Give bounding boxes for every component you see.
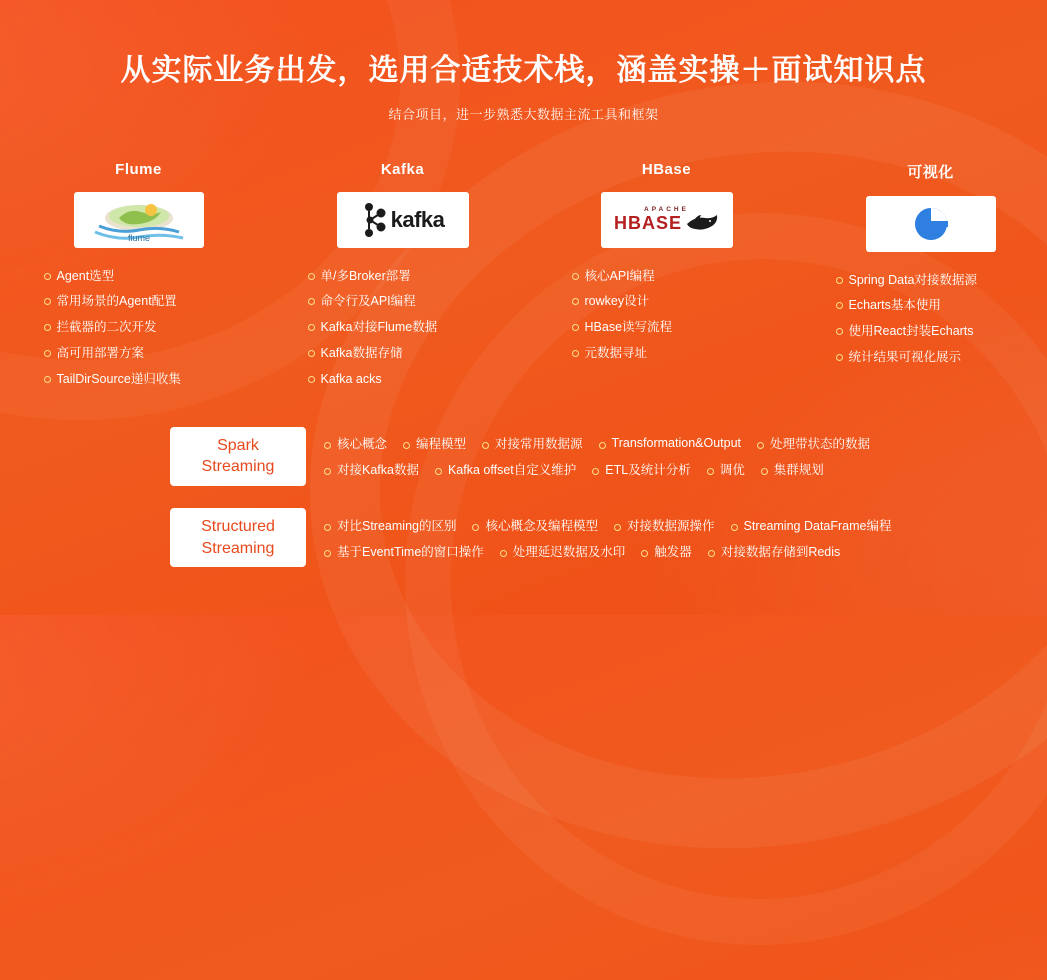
visualization-items [832,272,1030,367]
bullet-dot-icon [836,354,843,361]
structured-streaming-label [170,508,306,567]
list-item [707,460,745,478]
bullet-dot-icon [324,442,331,449]
list-item-label: TailDirSource递归收集 [56,372,181,386]
hbase-apache-label: APACHE [644,205,689,213]
topic-columns [0,161,1047,397]
hbase-wordmark: HBASE [613,213,682,234]
flume-logo [79,196,199,244]
list-item [836,272,1030,289]
hbase-logo-box [601,192,733,248]
bullet-dot-icon [44,350,51,357]
list-item-label: HBase读写流程 [584,320,673,335]
flume-logo-box [74,192,204,248]
list-item [308,319,502,336]
list-item-label: 拦截器的二次开发 [56,320,157,335]
label-line-2: Streaming [201,458,275,476]
bullet-dot-icon [324,550,331,557]
list-item-label: 高可用部署方案 [56,346,145,361]
bullet-dot-icon [308,376,315,383]
list-item [308,371,502,388]
bullet-dot-icon [599,442,606,449]
list-item-label: Spring Data对接数据源 [848,272,978,287]
list-item-label: Kafka offset自定义维护 [447,463,577,478]
column-title: HBase [641,160,692,178]
row-structured-streaming [170,508,1047,567]
list-item [641,542,692,560]
column-flume [40,161,238,397]
list-item [324,460,419,478]
pie-chart-icon [911,204,951,244]
column-title: 可视化 [907,163,954,181]
list-item-label: 集群规划 [773,463,824,478]
bullet-dot-icon [308,324,315,331]
bullet-dot-icon [308,350,315,357]
flume-items [40,268,238,388]
list-item-label: ETL及统计分析 [605,463,691,478]
bullet-dot-icon [572,273,579,280]
list-item [324,542,484,560]
bullet-dot-icon [572,324,579,331]
list-item-label: 核心概念及编程模型 [485,518,598,533]
list-item [572,268,766,285]
bullet-dot-icon [44,324,51,331]
list-item [599,436,741,450]
list-item-label: Kafka对接Flume数据 [320,320,438,335]
bullet-dot-icon [44,298,51,305]
page-title: 从实际业务出发，选用合适技术栈，涵盖实操＋面试知识点 [120,54,927,87]
label-line-2: Streaming [201,539,275,557]
bullet-dot-icon [731,524,738,531]
row-line [324,542,907,560]
kafka-logo-box [337,192,469,248]
kafka-items [304,268,502,388]
hbase-logo [614,207,719,233]
list-item-label: 元数据寻址 [584,346,648,361]
list-item-label: 基于EventTime的窗口操作 [337,544,484,559]
list-item-label: 对接常用数据源 [495,437,583,452]
list-item-label: 常用场景的Agent配置 [56,294,177,309]
list-item [614,516,715,534]
list-item-label: 单/多Broker部署 [320,268,411,283]
bullet-dot-icon [44,376,51,383]
list-item [708,542,840,560]
list-item [592,460,690,478]
row-line [324,460,886,478]
list-item [44,293,238,310]
list-item-label: 使用React封装Echarts [848,324,974,339]
list-item-label: 触发器 [654,544,692,559]
list-item-label: 对接Kafka数据 [337,463,419,478]
list-item [500,542,626,560]
spark-streaming-label [170,427,306,486]
label-line-1: Structured [201,518,275,536]
bullet-dot-icon [472,524,479,531]
visualization-logo-box [866,196,996,252]
list-item-label: 处理带状态的数据 [770,437,871,452]
column-title: Flume [115,160,162,178]
list-item [308,293,502,310]
list-item-label: 命令行及API编程 [320,294,416,309]
row-line [324,434,886,452]
bullet-dot-icon [708,550,715,557]
list-item-label: 处理延迟数据及水印 [512,544,626,559]
header [0,0,1047,123]
bullet-dot-icon [641,550,648,557]
list-item-label: Kafka acks [320,372,382,386]
list-item-label: 对接数据存储到Redis [720,544,841,559]
column-title: Kafka [380,160,425,178]
list-item [324,434,387,452]
list-item-label: 对接数据源操作 [627,518,715,533]
list-item [472,516,598,534]
streaming-rows [0,427,1047,567]
column-hbase [568,161,766,397]
list-item [757,434,870,452]
list-item [44,319,238,336]
list-item [44,371,238,388]
list-item-label: Agent选型 [56,268,115,283]
list-item-label: 调优 [719,463,745,478]
bullet-dot-icon [482,442,489,449]
list-item [44,345,238,362]
list-item-label: Transformation&Output [611,436,742,451]
structured-streaming-items [324,516,907,560]
bullet-dot-icon [572,350,579,357]
spark-streaming-items [324,434,886,478]
bullet-dot-icon [324,468,331,475]
svg-text:flume: flume [127,232,150,243]
kafka-mark-icon [361,200,389,240]
bullet-dot-icon [435,468,442,475]
bullet-dot-icon [308,273,315,280]
bullet-dot-icon [836,302,843,309]
bullet-dot-icon [836,328,843,335]
kafka-wordmark: kafka [390,206,445,232]
list-item [308,268,502,285]
list-item [435,460,576,478]
list-item-label: 统计结果可视化展示 [848,350,962,365]
list-item [324,516,456,534]
row-spark-streaming [170,427,1047,486]
list-item-label: Streaming DataFrame编程 [743,518,892,533]
list-item [836,323,1030,340]
bullet-dot-icon [614,524,621,531]
list-item [836,297,1030,314]
label-line-1: Spark [217,436,259,454]
list-item [572,345,766,362]
list-item [482,434,583,452]
column-visualization [832,161,1030,397]
bullet-dot-icon [592,468,599,475]
kafka-logo [361,200,445,240]
row-line [324,516,907,534]
list-item-label: 核心API编程 [584,268,655,283]
list-item-label: 核心概念 [337,437,388,452]
list-item [44,268,238,285]
page-subtitle: 结合项目，进一步熟悉大数据主流工具和框架 [388,106,659,122]
bullet-dot-icon [707,468,714,475]
bullet-dot-icon [403,442,410,449]
bullet-dot-icon [572,298,579,305]
list-item [761,460,824,478]
bullet-dot-icon [44,273,51,280]
bullet-dot-icon [761,468,768,475]
list-item [572,319,766,336]
list-item-label: Kafka数据存储 [320,346,403,361]
bullet-dot-icon [308,298,315,305]
hbase-items [568,268,766,363]
orca-icon [685,214,719,232]
bullet-dot-icon [324,524,331,531]
list-item [731,516,892,534]
bullet-dot-icon [500,550,507,557]
list-item-label: 编程模型 [416,437,467,452]
bullet-dot-icon [836,277,843,284]
list-item [308,345,502,362]
list-item-label: rowkey设计 [584,294,650,309]
list-item [836,349,1030,366]
list-item-label: Echarts基本使用 [848,298,941,313]
list-item-label: 对比Streaming的区别 [337,518,457,533]
list-item [403,434,466,452]
bullet-dot-icon [757,442,764,449]
list-item [572,293,766,310]
column-kafka [304,161,502,397]
